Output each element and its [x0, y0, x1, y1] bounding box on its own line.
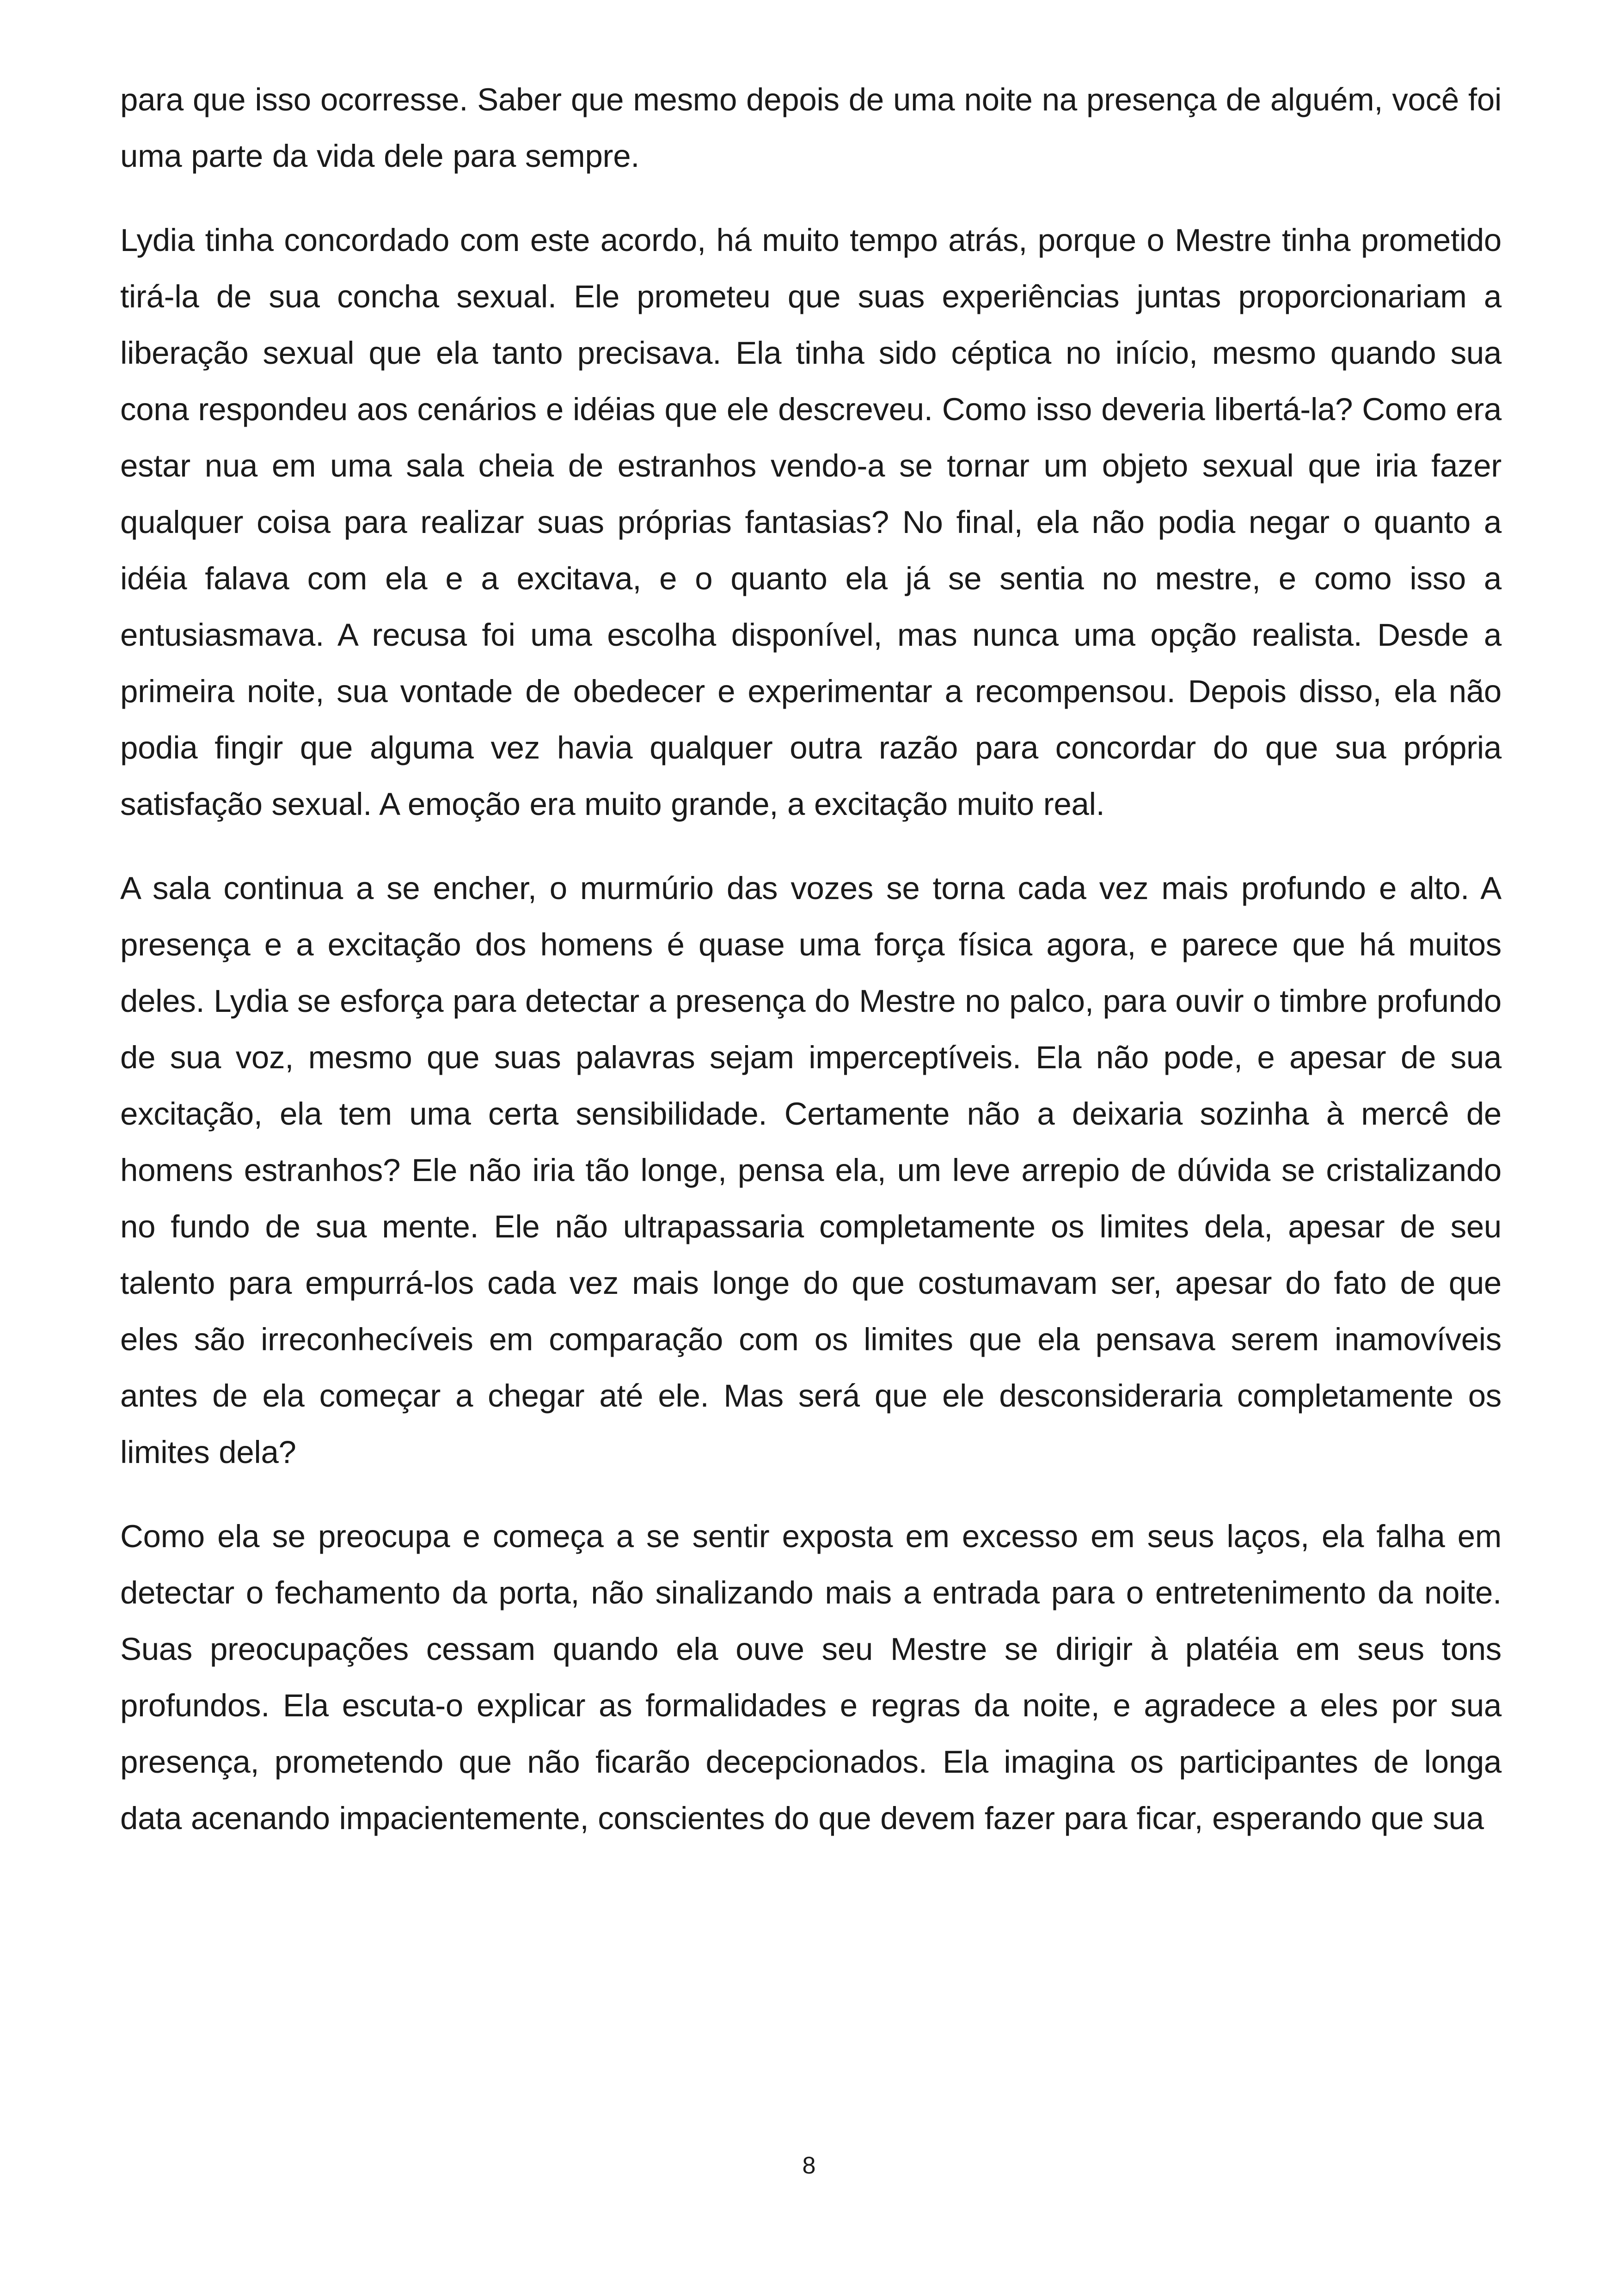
- paragraph-2: Lydia tinha concordado com este acordo, há muito tempo atrás, porque o Mestre tinha prometido tirá-la de sua concha sexual. Ele prometeu que suas experiências juntas proporcionariam a liberação sexual que ela tanto precisava. Ela tinha sido céptica no início, mesmo quando sua cona respondeu aos cenários e idéias que ele descreveu. Como isso deveria libertá-la? Como era estar nua em uma sala cheia de estranhos vendo-a se tornar um objeto sexual que iria fazer qualquer coisa para realizar suas próprias fantasias? No final, ela não podia negar o quanto a idéia falava com ela e a excitava, e o quanto ela já se sentia no mestre, e como isso a entusiasmava. A recusa foi uma escolha disponível, mas nunca uma opção realista. Desde a primeira noite, sua vontade de obedecer e experimentar a recompensou. Depois disso, ela não podia fingir que alguma vez havia qualquer outra razão para concordar do que sua própria satisfação sexual. A emoção era muito grande, a excitação muito real.: [120, 222, 1502, 822]
- paragraph-1: para que isso ocorresse. Saber que mesmo depois de uma noite na presença de alguém, você foi uma parte da vida dele para sempre.: [120, 82, 1502, 174]
- paragraph-4: Como ela se preocupa e começa a se sentir exposta em excesso em seus laços, ela falha em detectar o fechamento da porta, não sinalizando mais a entrada para o entretenimento da noite. Suas preocupações cessam quando ela ouve seu Mestre se dirigir à platéia em seus tons profundos. Ela escuta-o explicar as formalidades e regras da noite, e agradece a eles por sua presença, prometendo que não ficarão decepcionados. Ela imagina os participantes de longa data acenando impacientemente, conscientes do que devem fazer para ficar, esperando que sua: [120, 1518, 1502, 1836]
- paragraph-3: A sala continua a se encher, o murmúrio das vozes se torna cada vez mais profundo e alto. A presença e a excitação dos homens é quase uma força física agora, e parece que há muitos deles. Lydia se esforça para detectar a presença do Mestre no palco, para ouvir o timbre profundo de sua voz, mesmo que suas palavras sejam imperceptíveis. Ela não pode, e apesar de sua excitação, ela tem uma certa sensibilidade. Certamente não a deixaria sozinha à mercê de homens estranhos? Ele não iria tão longe, pensa ela, um leve arrepio de dúvida se cristalizando no fundo de sua mente. Ele não ultrapassaria completamente os limites dela, apesar de seu talento para empurrá-los cada vez mais longe do que costumavam ser, apesar do fato de que eles são irreconhecíveis em comparação com os limites que ela pensava serem inamovíveis antes de ela começar a chegar até ele. Mas será que ele desconsideraria completamente os limites dela?: [120, 870, 1502, 1470]
- page-number: 8: [802, 2152, 816, 2179]
- page-body: [120, 72, 1502, 1874]
